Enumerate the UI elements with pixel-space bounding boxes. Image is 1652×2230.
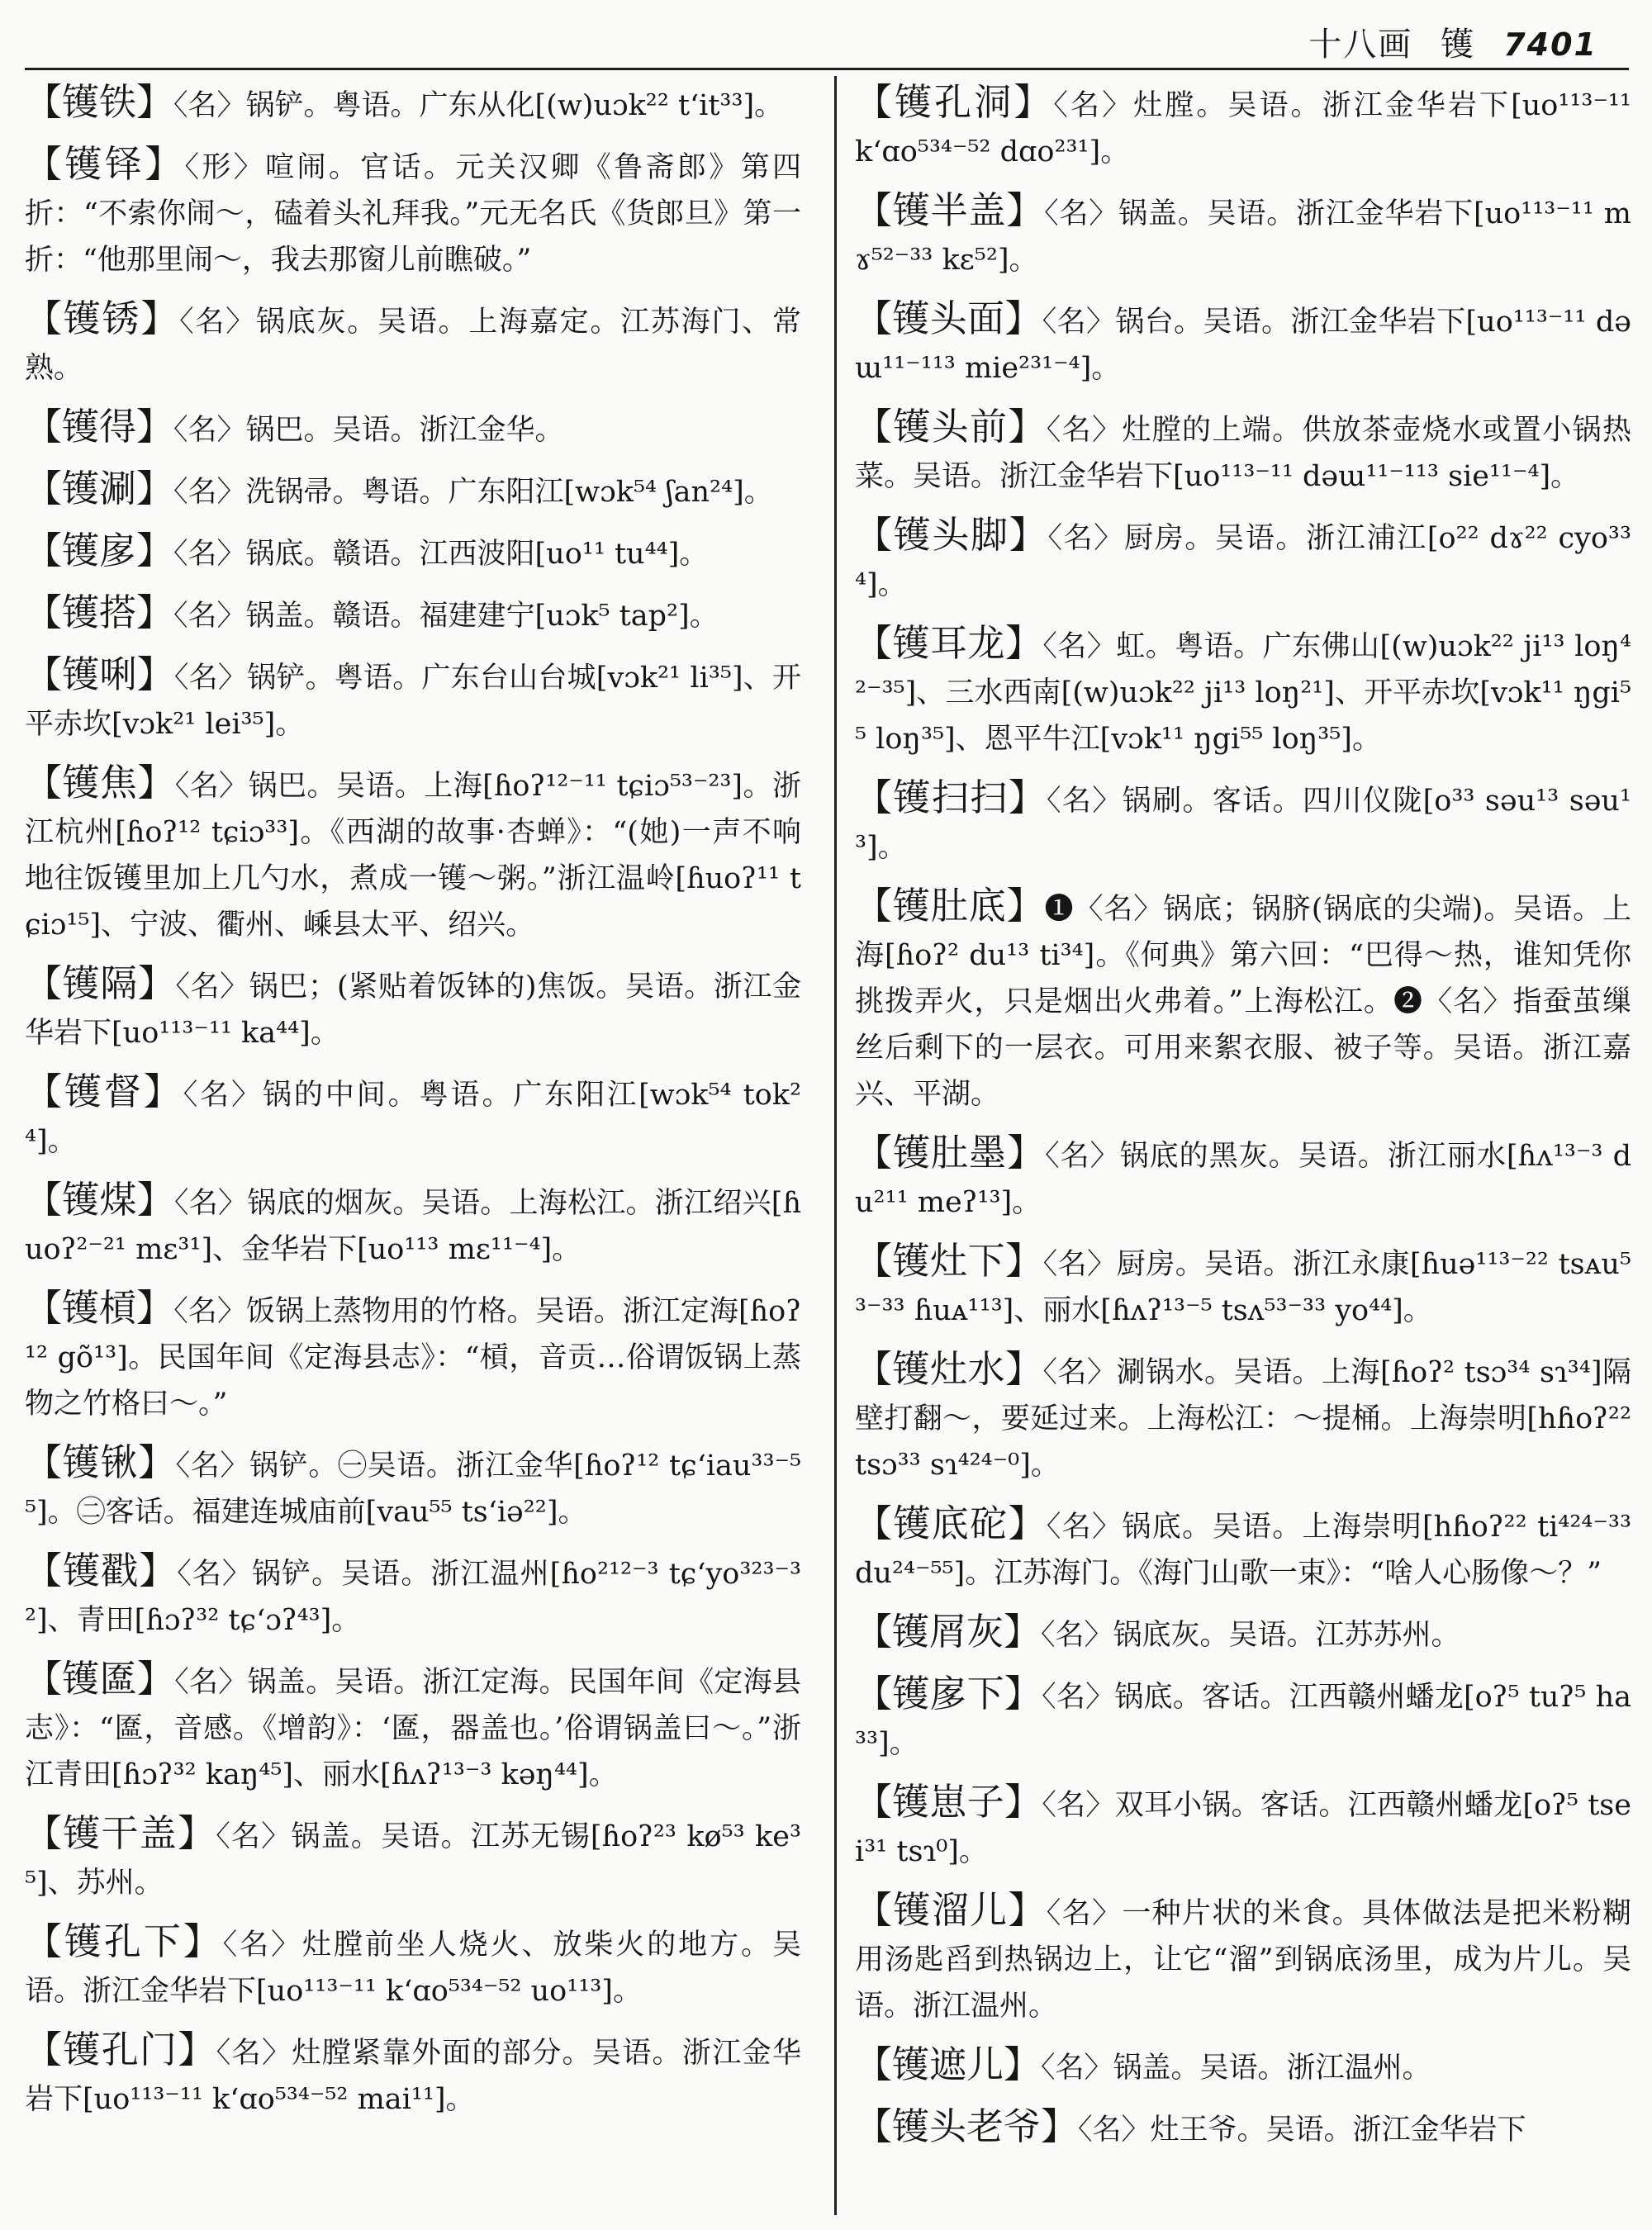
- entry-definition: 〈名〉双耳小锅。客话。江西赣州蟠龙[oʔ⁵ tsei³¹ tsɿ⁰]。: [855, 1789, 1631, 1868]
- entry-headword: 【镬隔】: [25, 961, 176, 1005]
- entry-definition: 〈名〉锅底。客话。江西赣州蟠龙[oʔ⁵ tuʔ⁵ ha³³]。: [855, 1681, 1631, 1760]
- dictionary-entry: [855, 883, 1631, 1117]
- entry-headword: 【镬肚墨】: [855, 1131, 1046, 1174]
- entry-definition: 〈名〉灶膛的上端。供放茶壶烧水或置小锅热菜。吴语。浙江金华岩下[uo¹¹³⁻¹¹ dəɯ¹¹⁻¹¹³ sie¹¹⁻⁴]。: [855, 414, 1631, 493]
- entry-definition: 〈名〉锅盖。吴语。浙江定海。民国年间《定海县志》：“匲，音感。《增韵》：‘匲，器盖也。’俗谓锅盖曰～。”浙江青田[ɦɔʔ³² kaŋ⁴⁵]、丽水[ɦʌʔ¹³⁻³ kəŋ⁴⁴]。: [25, 1666, 801, 1791]
- entry-headword: 【镬底砣】: [855, 1502, 1047, 1545]
- dictionary-entry: [25, 1656, 801, 1798]
- entry-definition: 〈名〉锅底的烟灰。吴语。上海松江。浙江绍兴[ɦuoʔ²⁻²¹ mɛ³¹]、金华岩下[uo¹¹³ mɛ¹¹⁻⁴]。: [25, 1187, 801, 1266]
- entry-headword: 【镬半盖】: [855, 188, 1045, 232]
- dictionary-entry: [855, 1346, 1631, 1488]
- entry-definition: 〈名〉锅底灰。吴语。上海嘉定。江苏海门、常熟。: [25, 306, 801, 385]
- entry-headword: 【镬锹】: [25, 1440, 176, 1484]
- dictionary-entry: [855, 1887, 1631, 2029]
- entry-headword: 【镬头面】: [855, 297, 1042, 340]
- entry-definition: 〈名〉锅刷。客话。四川仪陇[o³³ səu¹³ səu¹³]。: [855, 785, 1631, 864]
- dictionary-entry: [855, 1238, 1631, 1334]
- entry-headword: 【镬涮】: [25, 467, 174, 510]
- dictionary-entry: [855, 187, 1631, 283]
- entry-definition: 〈名〉锅铲。吴语。浙江温州[ɦo²¹²⁻³ tɕ‘yo³²³⁻³²]、青田[ɦɔʔ³² tɕ‘ɔʔ⁴³]。: [25, 1558, 801, 1637]
- dictionary-entry: [25, 141, 801, 283]
- entry-headword: 【镬干盖】: [25, 1811, 216, 1855]
- entry-definition: 〈名〉灶膛。吴语。浙江金华岩下[uo¹¹³⁻¹¹ k‘ɑo⁵³⁴⁻⁵² dɑo²³¹]。: [855, 89, 1631, 168]
- entry-headword: 【镬焦】: [25, 761, 175, 804]
- dictionary-entry: [855, 775, 1631, 871]
- dictionary-entry: [25, 528, 801, 577]
- dictionary-entry: [855, 1779, 1631, 1875]
- entry-definition: 〈名〉锅盖。吴语。浙江温州。: [1041, 2052, 1431, 2085]
- dictionary-entry: [25, 652, 801, 747]
- entry-definition: 〈名〉灶膛前坐人烧火、放柴火的地方。吴语。浙江金华岩下[uo¹¹³⁻¹¹ k‘ɑo⁵³⁴⁻⁵² uo¹¹³]。: [25, 1929, 801, 2008]
- entry-headword: 【镬屑灰】: [855, 1610, 1042, 1654]
- entry-definition: 〈名〉灶膛紧靠外面的部分。吴语。浙江金华岩下[uo¹¹³⁻¹¹ k‘ɑo⁵³⁴⁻⁵² mai¹¹]。: [25, 2037, 801, 2116]
- dictionary-entry: [25, 1069, 801, 1165]
- entry-definition: 〈名〉饭锅上蒸物用的竹格。吴语。浙江定海[ɦoʔ¹² gõ¹³]。民国年间《定海县志》：“槓，音贡…俗谓饭锅上蒸物之竹格曰～。”: [25, 1295, 801, 1421]
- dictionary-entry: [855, 404, 1631, 500]
- entry-headword: 【镬戳】: [25, 1549, 178, 1592]
- section-label: 十八画: [1308, 26, 1413, 64]
- entry-definition: 〈名〉锅铲。粤语。广东台山台城[vɔk²¹ li³⁵]、开平赤坎[vɔk²¹ lei³⁵]。: [25, 662, 801, 741]
- entry-headword: 【镬督】: [25, 1070, 183, 1113]
- dictionary-entry: [25, 961, 801, 1056]
- dictionary-entry: [25, 590, 801, 639]
- dictionary-entry: [855, 1130, 1631, 1226]
- entry-headword: 【镬崽子】: [855, 1780, 1042, 1824]
- dictionary-entry: [25, 2027, 801, 2123]
- dictionary-entry: [25, 1919, 801, 2014]
- entry-headword: 【镬遮儿】: [855, 2043, 1042, 2086]
- entry-definition: 〈名〉锅巴。吴语。浙江金华。: [173, 414, 564, 447]
- dictionary-entry: [25, 1177, 801, 1273]
- entry-headword: 【镬扅下】: [855, 1672, 1042, 1715]
- dictionary-entry: [855, 2104, 1631, 2153]
- dictionary-entry: [855, 79, 1631, 175]
- dictionary-entry: [855, 2042, 1631, 2091]
- entry-headword: 【镬槓】: [25, 1286, 174, 1330]
- entry-definition: 〈名〉锅巴；(紧贴着饭钵的)焦饭。吴语。浙江金华岩下[uo¹¹³⁻¹¹ ka⁴⁴]。: [25, 970, 801, 1050]
- entry-headword: 【镬扫扫】: [855, 776, 1047, 819]
- entry-headword: 【镬灶下】: [855, 1239, 1043, 1283]
- entry-definition: ❶〈名〉锅底；锅脐(锅底的尖端)。吴语。上海[ɦoʔ² du¹³ ti³⁴]。《何典》第六回：“巴得～热，谁知凭你挑拨弄火，只是烟出火弗着。”上海松江。❷〈名〉指蚕茧缫丝后剩下的一层衣。可用来絮衣服、被子等。吴语。浙江嘉兴、平湖。: [855, 893, 1631, 1111]
- entry-headword: 【镬铁】: [25, 80, 174, 124]
- entry-definition: 〈名〉锅盖。赣语。福建建宁[uɔk⁵ tap²]。: [173, 600, 719, 633]
- column-divider: [834, 76, 837, 2215]
- entry-headword: 【镬搭】: [25, 591, 174, 634]
- dictionary-entry: [25, 1440, 801, 1535]
- entry-definition: 〈名〉锅台。吴语。浙江金华岩下[uo¹¹³⁻¹¹ dəɯ¹¹⁻¹¹³ mie²³¹⁻⁴]。: [855, 306, 1631, 385]
- dictionary-entry: [855, 1501, 1631, 1597]
- entry-headword: 【镬得】: [25, 405, 174, 448]
- entry-headword: 【镬锈】: [25, 297, 180, 340]
- entry-definition: 〈名〉锅盖。吴语。浙江金华岩下[uo¹¹³⁻¹¹ mɤ⁵²⁻³³ kɛ⁵²]。: [855, 197, 1631, 277]
- left-column: [25, 79, 801, 2135]
- entry-headword: 【镬肚底】: [855, 884, 1045, 928]
- entry-definition: 〈名〉一种片状的米食。具体做法是把米粉糊用汤匙舀到热锅边上，让它“溜”到锅底汤里，成为片儿。吴语。浙江温州。: [855, 1897, 1631, 2023]
- dictionary-entry: [855, 1609, 1631, 1658]
- entry-definition: 〈名〉锅底。吴语。上海崇明[hɦoʔ²² ti⁴²⁴⁻³³ du²⁴⁻⁵⁵]。江苏海门。《海门山歌一束》：“啥人心肠像～？”: [855, 1511, 1631, 1590]
- header-rule: [25, 68, 1629, 70]
- entry-headword: 【镬耳龙】: [855, 621, 1043, 665]
- entry-headword: 【镬头脚】: [855, 513, 1048, 557]
- entry-definition: 〈名〉锅盖。吴语。江苏无锡[ɦoʔ²³ kø⁵³ ke³⁵]、苏州。: [25, 1820, 801, 1900]
- entry-headword: 【镬煤】: [25, 1178, 175, 1222]
- entry-definition: 〈形〉喧闹。官话。元关汉卿《鲁斋郎》第四折：“不索你闹～，磕着头礼拜我。”元无名氏《货郎旦》第一折：“他那里闹～，我去那窗儿前瞧破。”: [25, 151, 801, 277]
- entry-headword: 【镬唎】: [25, 652, 174, 696]
- entry-headword: 【镬孔门】: [25, 2028, 216, 2071]
- page-number: 7401: [1503, 26, 1597, 63]
- entry-headword: 【镬扅】: [25, 529, 174, 572]
- entry-definition: 〈名〉灶王爷。吴语。浙江金华岩下: [1078, 2114, 1526, 2147]
- entry-definition: 〈名〉锅底。赣语。江西波阳[uo¹¹ tu⁴⁴]。: [173, 538, 709, 571]
- entry-definition: 〈名〉锅巴。吴语。上海[ɦoʔ¹²⁻¹¹ tɕiɔ⁵³⁻²³]。浙江杭州[ɦoʔ¹² tɕiɔ³³]。《西湖的故事·杏蝉》：“(她)一声不响地往饭镬里加上几勺水，煮成一镬～粥。”浙江温岭[ɦuoʔ¹¹ tɕiɔ¹⁵]、宁波、衢州、嵊县太平、绍兴。: [25, 770, 801, 942]
- dictionary-entry: [855, 1671, 1631, 1767]
- dictionary-entry: [25, 79, 801, 129]
- dictionary-entry: [25, 466, 801, 515]
- entry-definition: 〈名〉涮锅水。吴语。上海[ɦoʔ² tsɔ³⁴ sɿ³⁴]隔壁打翻～，要延过来。上海松江：～提桶。上海崇明[hɦoʔ²² tsɔ³³ sɿ⁴²⁴⁻⁰]。: [855, 1356, 1631, 1482]
- dictionary-entry: [25, 296, 801, 391]
- dictionary-entry: [25, 760, 801, 948]
- entry-headword: 【镬头老爷】: [855, 2104, 1079, 2148]
- entry-headword: 【镬匲】: [25, 1657, 175, 1701]
- dictionary-entry: [855, 512, 1631, 608]
- entry-definition: 〈名〉锅底的黑灰。吴语。浙江丽水[ɦʌ¹³⁻³ du²¹¹ meʔ¹³]。: [855, 1140, 1631, 1219]
- entry-definition: 〈名〉锅底灰。吴语。江苏苏州。: [1041, 1619, 1460, 1652]
- dictionary-entry: [25, 1810, 801, 1906]
- entry-definition: 〈名〉洗锅帚。粤语。广东阳江[wɔk⁵⁴ ʃan²⁴]。: [173, 476, 773, 509]
- dictionary-entry: [855, 296, 1631, 391]
- dictionary-entry: [25, 404, 801, 453]
- running-header: [1308, 18, 1597, 63]
- entry-headword: 【镬铎】: [25, 142, 185, 186]
- entry-definition: 〈名〉厨房。吴语。浙江浦江[o²² dɤ²² cyo³³⁴]。: [855, 522, 1631, 601]
- index-character: 镬: [1441, 26, 1476, 64]
- entry-headword: 【镬头前】: [855, 405, 1047, 448]
- entry-headword: 【镬孔洞】: [855, 80, 1054, 124]
- entry-definition: 〈名〉锅铲。粤语。广东从化[(w)uɔk²² t‘it³³]。: [173, 89, 784, 122]
- dictionary-entry: [855, 620, 1631, 762]
- right-column: [855, 79, 1631, 2166]
- entry-headword: 【镬孔下】: [25, 1919, 223, 1963]
- entry-definition: 〈名〉锅的中间。粤语。广东阳江[wɔk⁵⁴ tok²⁴]。: [25, 1079, 801, 1158]
- entry-definition: 〈名〉虹。粤语。广东佛山[(w)uɔk²² ji¹³ loŋ⁴²⁻³⁵]、三水西南[(w)uɔk²² ji¹³ loŋ²¹]、开平赤坎[vɔk¹¹ ŋgi⁵⁵ loŋ³⁵]、恩平牛江[vɔk¹¹ ŋgi⁵⁵ loŋ³⁵]。: [855, 630, 1631, 756]
- entry-definition: 〈名〉锅铲。㊀吴语。浙江金华[ɦoʔ¹² tɕ‘iau³³⁻⁵⁵]。㊁客话。福建连城庙前[vau⁵⁵ ts‘iə²²]。: [25, 1450, 801, 1529]
- entry-definition: 〈名〉厨房。吴语。浙江永康[ɦuə¹¹³⁻²² tsᴀu⁵³⁻³³ ɦuᴀ¹¹³]、丽水[ɦʌʔ¹³⁻⁵ tsʌ⁵³⁻³³ yo⁴⁴]。: [855, 1248, 1631, 1327]
- dictionary-entry: [25, 1285, 801, 1427]
- entry-headword: 【镬溜儿】: [855, 1888, 1047, 1932]
- dictionary-entry: [25, 1548, 801, 1644]
- entry-headword: 【镬灶水】: [855, 1347, 1043, 1391]
